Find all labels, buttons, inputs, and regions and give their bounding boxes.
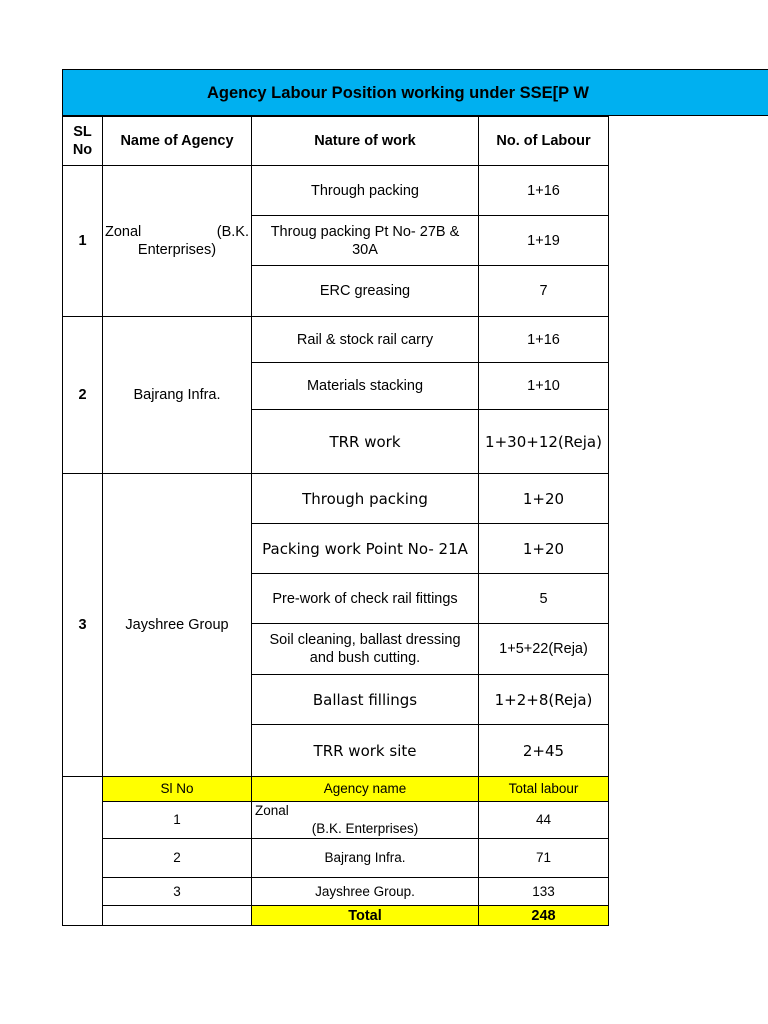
g2-row3-work: TRR work bbox=[251, 409, 479, 474]
g1-row2-labour: 1+19 bbox=[478, 215, 609, 266]
group-1-agency-row bbox=[105, 223, 249, 241]
header-agency: Name of Agency bbox=[102, 116, 252, 166]
g2-row2-labour: 1+10 bbox=[478, 362, 609, 410]
summary-header-sl: Sl No bbox=[102, 776, 252, 802]
summary-header-total: Total labour bbox=[478, 776, 609, 802]
g1-row3-work: ERC greasing bbox=[251, 265, 479, 317]
g3-row5-labour: 1+2+8(Reja) bbox=[478, 674, 609, 725]
g1-row2-work: Throug packing Pt No- 27B & 30A bbox=[251, 215, 479, 266]
g3-row2-labour: 1+20 bbox=[478, 523, 609, 574]
g3-row4-work: Soil cleaning, ballast dressing and bush cutting. bbox=[251, 623, 479, 675]
group-1-agency-part2: (B.K. bbox=[216, 224, 249, 240]
g1-row1-work: Through packing bbox=[251, 165, 479, 216]
g1-row1-labour: 1+16 bbox=[478, 165, 609, 216]
group-1-agency-part1: Zonal bbox=[105, 224, 142, 240]
summary-row2-total: 71 bbox=[478, 838, 609, 878]
g3-row3-labour: 5 bbox=[478, 573, 609, 624]
summary-row2-sl: 2 bbox=[102, 838, 252, 878]
summary-row1-sl: 1 bbox=[102, 801, 252, 839]
summary-row1-agency bbox=[251, 801, 479, 839]
summary-left-border-cell bbox=[62, 776, 103, 926]
g2-row3-labour: 1+30+12(Reja) bbox=[478, 409, 609, 474]
sheet-title: Agency Labour Position working under SSE[P W bbox=[207, 84, 589, 102]
summary-row3-sl: 3 bbox=[102, 877, 252, 906]
summary-total-blank bbox=[102, 905, 252, 926]
group-2-agency: Bajrang Infra. bbox=[102, 316, 252, 474]
group-1-agency bbox=[102, 165, 252, 317]
g3-row6-labour: 2+45 bbox=[478, 724, 609, 777]
g3-row6-work: TRR work site bbox=[251, 724, 479, 777]
summary-row3-agency: Jayshree Group. bbox=[251, 877, 479, 906]
g3-row1-work: Through packing bbox=[251, 473, 479, 524]
g2-row2-work: Materials stacking bbox=[251, 362, 479, 410]
group-1-sl: 1 bbox=[62, 165, 103, 317]
summary-header-agency: Agency name bbox=[251, 776, 479, 802]
summary-row2-agency: Bajrang Infra. bbox=[251, 838, 479, 878]
group-3-sl: 3 bbox=[62, 473, 103, 777]
summary-total-label: Total bbox=[251, 905, 479, 926]
summary-row1-agency-line1: Zonal bbox=[255, 803, 289, 818]
g2-row1-work: Rail & stock rail carry bbox=[251, 316, 479, 363]
g3-row2-work: Packing work Point No- 21A bbox=[251, 523, 479, 574]
g3-row4-labour: 1+5+22(Reja) bbox=[478, 623, 609, 675]
summary-row1-total: 44 bbox=[478, 801, 609, 839]
g3-row3-work: Pre-work of check rail fittings bbox=[251, 573, 479, 624]
g3-row1-labour: 1+20 bbox=[478, 473, 609, 524]
group-2-sl: 2 bbox=[62, 316, 103, 474]
header-nature-of-work: Nature of work bbox=[251, 116, 479, 166]
header-no-of-labour: No. of Labour bbox=[478, 116, 609, 166]
g1-row3-labour: 7 bbox=[478, 265, 609, 317]
group-3-agency: Jayshree Group bbox=[102, 473, 252, 777]
header-sl-no: SL No bbox=[62, 116, 103, 166]
summary-row1-agency-line2: (B.K. Enterprises) bbox=[311, 821, 419, 836]
g2-row1-labour: 1+16 bbox=[478, 316, 609, 363]
g3-row5-work: Ballast fillings bbox=[251, 674, 479, 725]
group-1-agency-part3: Enterprises) bbox=[137, 242, 217, 258]
summary-total-value: 248 bbox=[478, 905, 609, 926]
summary-row3-total: 133 bbox=[478, 877, 609, 906]
